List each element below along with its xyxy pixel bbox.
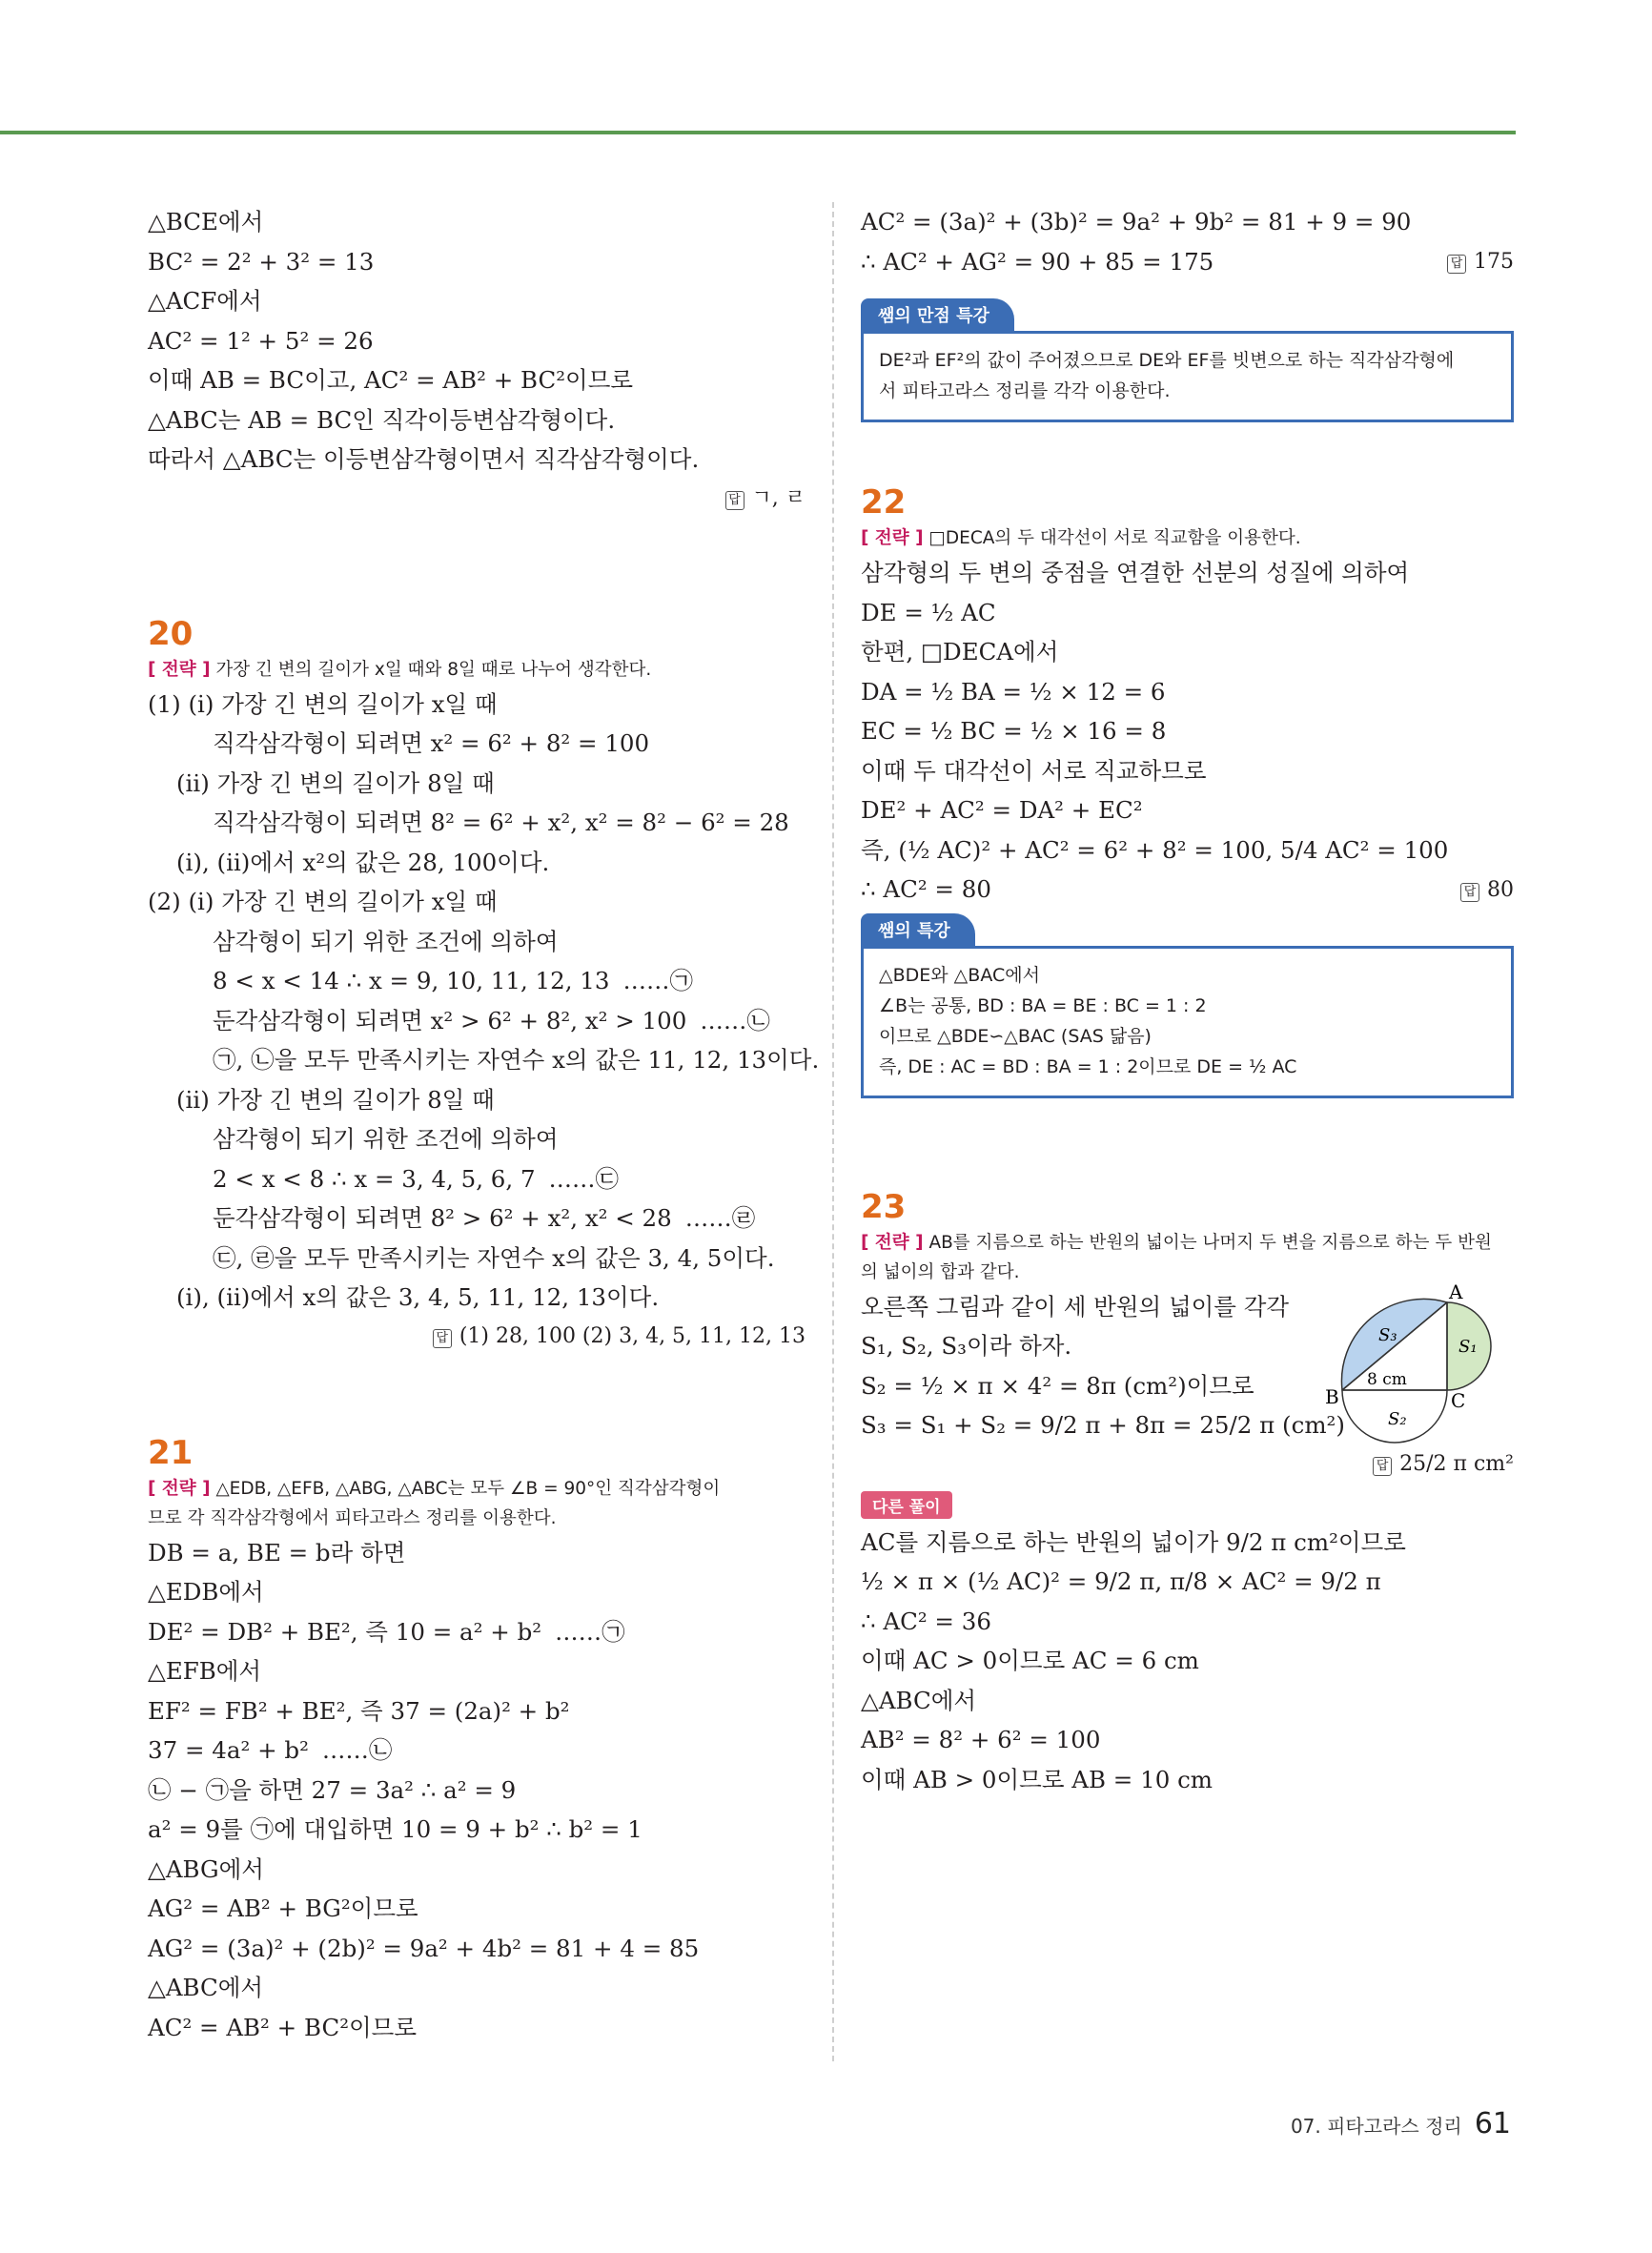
column-divider [832,202,834,2061]
problem-19-solution [148,202,806,480]
strategy-text: 의 넓이의 합과 같다. [861,1261,1020,1282]
problem-20-answer: 답 (1) 28, 100 (2) 3, 4, 5, 11, 12, 13 [148,1318,806,1356]
problem-22-answer: 답 80 [861,871,1514,910]
solution-line: DE = ½ AC [861,598,996,626]
problem-number: 20 [148,614,194,653]
page-number: 61 [1474,2107,1511,2140]
tip-box-line: 이므로 △BDE∽△BAC (SAS 닮음) [879,1025,1152,1047]
solution-line: 삼각형이 되기 위한 조건에 의하여 [213,1125,559,1153]
solution-line: △EFB에서 [148,1657,262,1685]
solution-line: AC² = 1² + 5² = 26 [148,326,374,355]
solution-line: EF² = FB² + BE², 즉 37 = (2a)² + b² [148,1696,570,1725]
solution-line: △ABG에서 [148,1854,264,1883]
left-column [148,202,820,2047]
strategy-text: [ 전략 ] □DECA의 두 대각선이 서로 직교함을 이용한다. [861,528,1301,548]
solution-line: 둔각삼각형이 되려면 x² > 6² + 8², x² > 100 ……㉡ [148,1001,806,1041]
tip-box-body [861,946,1514,1098]
solution-line: DE² + AC² = DA² + EC² [861,796,1143,824]
solution-line: (ⅰ), (ⅱ)에서 x²의 값은 28, 100이다. [176,848,550,876]
solution-line: 이때 AC > 0이므로 AC = 6 cm [861,1647,1199,1674]
solution-line: 삼각형의 두 변의 중점을 연결한 선분의 성질에 의하여 [861,559,1410,586]
solution-line: EC = ½ BC = ½ × 16 = 8 [861,717,1167,745]
solution-line: 8 < x < 14 ∴ x = 9, 10, 11, 12, 13 ……㉠ [148,961,806,1001]
solution-line: 즉, (½ AC)² + AC² = 6² + 8² = 100, 5/4 AC² = 100 [861,835,1449,864]
tip-box-line: ∠B는 공통, BD : BA = BE : BC = 1 : 2 [879,994,1207,1016]
solution-line: △BCE에서 [148,208,264,236]
tip-box-2 [861,913,1514,1098]
label-s2: S₂ [1388,1408,1407,1429]
equation-marker: ……㉢ [548,1164,620,1193]
strategy-text: [ 전략 ] AB를 지름으로 하는 반원의 넓이는 나머지 두 변을 지름으로 하는 두 반원 [861,1232,1492,1253]
problem-number: 21 [148,1433,194,1472]
strategy-text: [ 전략 ] △EDB, △EFB, △ABG, △ABC는 모두 ∠B = 90°인 직각삼각형이 [148,1478,721,1499]
solution-line: 직각삼각형이 되려면 x² = 6² + 8² = 100 [213,729,650,757]
solution-line: ㉢, ㉣을 모두 만족시키는 자연수 x의 값은 3, 4, 5이다. [213,1243,775,1272]
solution-line: 이때 두 대각선이 서로 직교하므로 [861,756,1207,785]
problem-23-main [861,1282,1514,1445]
label-b: B [1325,1384,1339,1408]
solution-line: AC² = AB² + BC²이므로 [148,2013,418,2041]
problem-21-solution [148,1533,806,2048]
solution-line: S₁, S₂, S₃이라 하자. [861,1332,1072,1360]
problem-number: 22 [861,483,907,522]
solution-line: AB² = 8² + 6² = 100 [861,1726,1101,1753]
solution-line: (ⅰ), (ⅱ)에서 x의 값은 3, 4, 5, 11, 12, 13이다. [176,1283,660,1311]
solution-line: 37 = 4a² + b² ……㉡ [148,1731,806,1771]
tip-box-1 [861,298,1514,422]
solution-line: ㉠, ㉡을 모두 만족시키는 자연수 x의 값은 11, 12, 13이다. [213,1046,820,1074]
tip-box-line: △BDE와 △BAC에서 [879,964,1040,986]
label-length: 8 cm [1367,1369,1407,1389]
tip-box-title: 쌤의 만점 특강 [861,298,1014,331]
equation-marker: ……㉣ [684,1204,756,1232]
solution-line: S₃ = S₁ + S₂ = 9/2 π + 8π = 25/2 π (cm²) [861,1411,1345,1439]
solution-line: △ABC는 AB = BC인 직각이등변삼각형이다. [148,405,616,434]
answer-icon: 답 [725,491,744,510]
solution-line: 따라서 △ABC는 이등변삼각형이면서 직각삼각형이다. [148,445,700,473]
label-s1: S₁ [1458,1336,1478,1357]
tip-box-line: 즉, DE : AC = BD : BA = 1 : 2이므로 DE = ½ AC [879,1055,1297,1077]
solution-line: ½ × π × (½ AC)² = 9/2 π, π/8 × AC² = 9/2 π [861,1567,1381,1595]
solution-line: BC² = 2² + 3² = 13 [148,247,375,276]
solution-line: ∴ AC² = 80 [861,875,991,903]
solution-line: 이때 AB = BC이고, AC² = AB² + BC²이므로 [148,366,634,394]
solution-line: S₂ = ½ × π × 4² = 8π (cm²)이므로 [861,1371,1254,1400]
solution-line: ∴ AC² = 36 [861,1607,991,1635]
solution-line: △ABC에서 [148,1974,264,2001]
strategy-text: 므로 각 직각삼각형에서 피타고라스 정리를 이용한다. [148,1507,557,1528]
solution-line: AC² = (3a)² + (3b)² = 9a² + 9b² = 81 + 9 = 90 [861,208,1412,236]
strategy-text: [ 전략 ] 가장 긴 변의 길이가 x일 때와 8일 때로 나누어 생각한다. [148,659,652,680]
semicircle-figure [1323,1283,1514,1464]
solution-line: 삼각형이 되기 위한 조건에 의하여 [213,927,559,955]
equation-marker: ……㉠ [622,967,693,994]
solution-line: 둔각삼각형이 되려면 8² > 6² + x², x² < 28 ……㉣ [148,1198,806,1239]
problem-19-answer: 답 ㄱ, ㄹ [148,480,806,518]
problem-23-answer: 답 25/2 π cm² [861,1445,1514,1484]
solution-line: 오른쪽 그림과 같이 세 반원의 넓이를 각각 [861,1292,1290,1321]
label-a: A [1449,1282,1463,1303]
top-rule [0,131,1516,134]
solution-line: (1) (ⅰ) 가장 긴 변의 길이가 x일 때 [148,689,498,718]
solution-line: 2 < x < 8 ∴ x = 3, 4, 5, 6, 7 ……㉢ [148,1159,806,1199]
problem-number: 23 [861,1187,907,1226]
solution-line: AC를 지름으로 하는 반원의 넓이가 9/2 π cm²이므로 [861,1527,1406,1556]
page-footer [1291,2107,1511,2140]
solution-line: AG² = AB² + BG²이므로 [148,1895,418,1922]
solution-line: △ACF에서 [148,287,262,315]
solution-line: DB = a, BE = b라 하면 [148,1538,406,1567]
solution-line: DE² = DB² + BE², 즉 10 = a² + b² ……㉠ [148,1612,806,1652]
solution-line: 이때 AB > 0이므로 AB = 10 cm [861,1765,1214,1793]
equation-marker: ……㉠ [555,1617,625,1646]
solution-line: DA = ½ BA = ½ × 12 = 6 [861,677,1166,706]
solution-line: ㉡ − ㉠을 하면 27 = 3a² ∴ a² = 9 [148,1775,517,1804]
problem-22-solution [861,553,1514,910]
solution-line: (2) (ⅰ) 가장 긴 변의 길이가 x일 때 [148,888,498,915]
problem-20-solution [148,685,820,1318]
equation-marker: ……㉡ [700,1006,770,1034]
right-column [861,202,1514,1799]
answer-icon: 답 [1460,883,1479,902]
solution-line: △ABC에서 [861,1686,977,1714]
solution-line: ∴ AC² + AG² = 90 + 85 = 175 [861,247,1214,276]
label-c: C [1451,1388,1466,1412]
alternative-solution-tag: 다른 풀이 [861,1491,952,1519]
solution-line: 직각삼각형이 되려면 8² = 6² + x², x² = 8² − 6² = 28 [213,809,789,836]
solution-line: 한편, □DECA에서 [861,638,1059,666]
tip-box-body: DE²과 EF²의 값이 주어졌으므로 DE와 EF를 빗변으로 하는 직각삼각형에 서 피타고라스 정리를 각각 이용한다. [861,331,1514,422]
solution-line: a² = 9를 ㉠에 대입하면 10 = 9 + b² ∴ b² = 1 [148,1815,642,1843]
alternative-solution [861,1523,1514,1800]
solution-line: △EDB에서 [148,1578,264,1606]
answer-icon: 답 [1447,255,1466,274]
answer-icon: 답 [433,1329,452,1348]
tip-box-title: 쌤의 특강 [861,913,975,946]
solution-line: (ⅱ) 가장 긴 변의 길이가 8일 때 [176,1085,495,1114]
problem-21-answer: 답 175 [861,243,1514,281]
solution-line: (ⅱ) 가장 긴 변의 길이가 8일 때 [176,768,495,797]
answer-icon: 답 [1373,1457,1392,1476]
solution-line: AG² = (3a)² + (2b)² = 9a² + 4b² = 81 + 4 = 85 [148,1934,700,1962]
label-s3: S₃ [1378,1324,1397,1345]
equation-marker: ……㉡ [321,1736,393,1764]
chapter-title: 07. 피타고라스 정리 [1290,2115,1462,2138]
